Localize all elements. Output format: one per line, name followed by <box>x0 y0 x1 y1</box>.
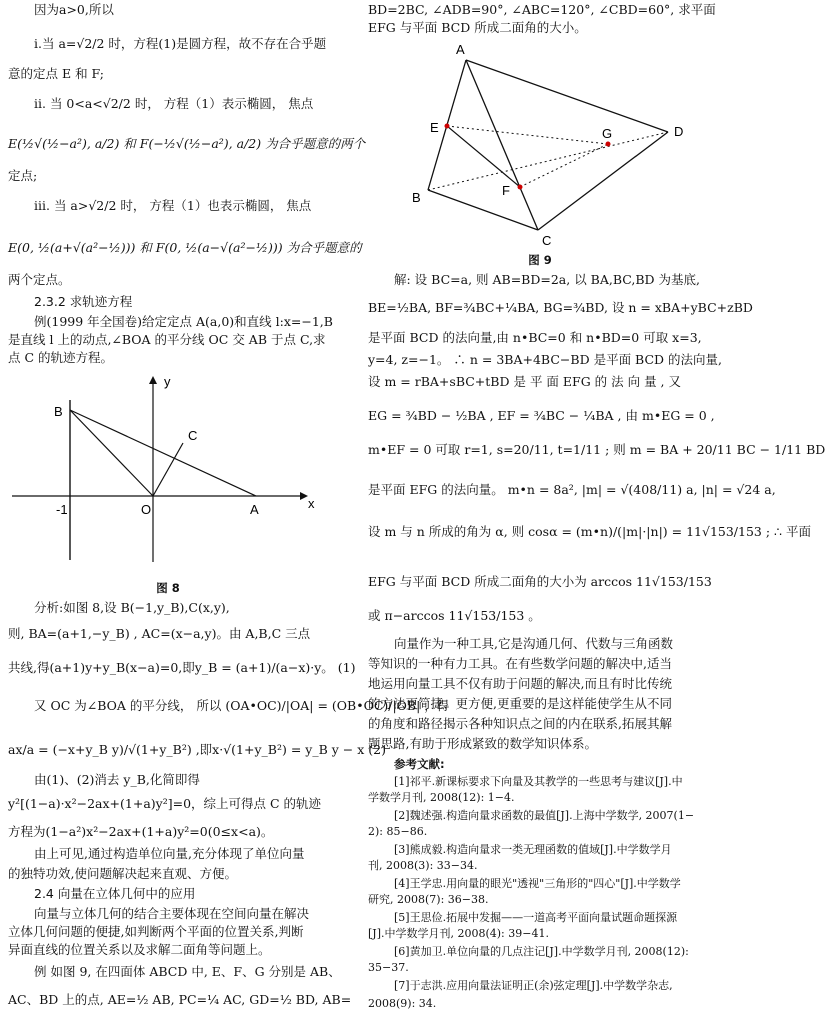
text-line: 异面直线的位置关系以及求解二面角等问题上。 <box>8 942 271 957</box>
text-line: 的独特功效,使问题解决起来直观、方便。 <box>8 866 237 881</box>
point-G <box>606 142 611 147</box>
figure-9-caption: 图 9 <box>528 253 552 267</box>
text-line: 的方法更简捷、更方便,更重要的是这样能使学生从不同 <box>368 696 672 711</box>
reference-item: [2]魏述强.构造向量求函数的最值[J].上海中学数学, 2007(1− <box>394 809 695 822</box>
reference-item: [4]王学忠.用向量的眼光"透视"三角形的"四心"[J].中学数学 <box>394 877 681 890</box>
text-line: 由上可见,通过构造单位向量,充分体现了单位向量 <box>34 846 305 861</box>
segment-BA <box>70 410 256 496</box>
text-line: 由(1)、(2)消去 y_B,化简即得 <box>34 772 200 787</box>
text-line: 点 C 的轨迹方程。 <box>8 350 114 365</box>
text-line: 意的定点 E 和 F; <box>8 66 104 81</box>
text-line: 题思路,有助于形成紧致的数学知识体系。 <box>368 736 597 751</box>
text-line: 的角度和路径揭示各种知识点之间的内在联系,拓展其解 <box>368 716 672 731</box>
text-line: 设 m = rBA+sBC+tBD 是 平 面 EFG 的 法 向 量 , 又 <box>368 374 682 389</box>
text-line: 等知识的一种有力工具。在有些数学问题的解决中,适当 <box>368 656 672 671</box>
text-line: 是平面 EFG 的法向量。 m•n = 8a², |m| = √(408/11) a, |n| = √24 a, <box>368 482 776 497</box>
label-E: E <box>430 120 439 135</box>
reference-item: [1]祁平.新课标要求下向量及其教学的一些思考与建议[J].中 <box>394 775 683 788</box>
text-line: E(½√(½−a²), a/2) 和 F(−½√(½−a²), a/2) 为合乎题意的两个 <box>8 136 366 151</box>
segment-EF <box>447 126 520 187</box>
text-line: EG = ¾BD − ½BA , EF = ¾BC − ¼BA , 由 m•EG = 0 , <box>368 408 715 423</box>
text-line: 向量与立体几何的结合主要体现在空间向量在解决 <box>34 906 310 921</box>
segment-FG <box>520 144 608 187</box>
x-axis-arrow-icon <box>300 492 308 500</box>
point-E <box>445 124 450 129</box>
label-minus1: -1 <box>56 502 68 517</box>
label-A: A <box>250 502 259 517</box>
label-C: C <box>542 233 552 248</box>
text-line: EFG 与平面 BCD 所成二面角的大小。 <box>368 20 587 35</box>
text-line: 是平面 BCD 的法向量,由 n•BC=0 和 n•BD=0 可取 x=3, <box>368 330 702 345</box>
label-F: F <box>502 183 510 198</box>
point-F <box>518 185 523 190</box>
segment-BO <box>70 410 153 496</box>
text-line: EFG 与平面 BCD 所成二面角的大小为 arccos 11√153/153 <box>368 574 712 589</box>
text-line: 分析:如图 8,设 B(−1,y_B),C(x,y), <box>34 600 230 615</box>
text-line: y=4, z=−1。 ∴ n = 3BA+4BC−BD 是平面 BCD 的法向量, <box>368 352 722 367</box>
text-line: 两个定点。 <box>8 272 71 287</box>
text-line: BE=½BA, BF=¾BC+¼BA, BG=¾BD, 设 n = xBA+yBC+zBD <box>368 300 753 315</box>
text-line: BD=2BC, ∠ADB=90°, ∠ABC=120°, ∠CBD=60°, 求平面 <box>368 2 716 17</box>
text-line: 地运用向量工具不仅有助于问题的解决,而且有时比传统 <box>368 676 672 691</box>
text-line: 解: 设 BC=a, 则 AB=BD=2a, 以 BA,BC,BD 为基底, <box>394 272 701 287</box>
reference-item: [7]于志洪.应用向量法证明正(余)弦定理[J].中学数学杂志, <box>394 979 673 992</box>
references-title: 参考文献: <box>394 757 445 771</box>
reference-item: [3]熊成毅.构造向量求一类无理函数的值域[J].中学数学月 <box>394 843 672 856</box>
text-line: 立体几何问题的便捷,如判断两个平面的位置关系,判断 <box>8 924 304 939</box>
label-D: D <box>674 124 684 139</box>
text-line: 设 m 与 n 所成的角为 α, 则 cosα = (m•n)/(|m|·|n|) = 11√153/153 ; ∴ 平面 <box>368 524 811 539</box>
figure-8 <box>8 370 328 570</box>
section-heading: 2.3.2 求轨迹方程 <box>34 294 133 309</box>
reference-item: 2008(9): 34. <box>368 997 437 1010</box>
figure-8-caption: 图 8 <box>156 581 180 595</box>
text-line: m•EF = 0 可取 r=1, s=20/11, t=1/11 ; 则 m = BA + 20/11 BC − 1/11 BD <box>368 442 825 457</box>
label-C: C <box>188 428 198 443</box>
edge-AD <box>466 60 668 132</box>
text-line: 因为a>0,所以 <box>34 2 114 17</box>
text-line: AC、BD 上的点, AE=½ AB, PC=¼ AC, GD=½ BD, AB= <box>8 992 352 1007</box>
reference-item: 研究, 2008(7): 36−38. <box>368 893 489 906</box>
label-x: x <box>308 496 315 511</box>
text-line: 则, BA=(a+1,−y_B) , AC=(x−a,y)。由 A,B,C 三点 <box>8 626 311 641</box>
reference-item: [5]王思俭.拓展中发掘——一道高考平面向量试题命题探源 <box>394 911 678 924</box>
label-B: B <box>412 190 421 205</box>
figure-9 <box>388 40 708 250</box>
edge-AC <box>466 60 538 230</box>
text-line: y²[(1−a)·x²−2ax+(1+a)y²]=0，综上可得点 C 的轨迹 <box>8 796 322 811</box>
text-line: 例 如图 9, 在四面体 ABCD 中, E、F、G 分别是 AB、 <box>34 964 341 979</box>
text-line: ax/a = (−x+y_B y)/√(1+y_B²) ,即x·√(1+y_B²) = y_B y − x (2) <box>8 742 386 757</box>
text-line: ii. 当 0<a<√2/2 时， 方程（1）表示椭圆， 焦点 <box>34 96 314 111</box>
text-line: E(0, ½(a+√(a²−½))) 和 F(0, ½(a−√(a²−½))) 为合乎题意的 <box>8 240 362 255</box>
edge-CD <box>538 132 668 230</box>
text-line: 或 π−arccos 11√153/153 。 <box>368 608 541 623</box>
reference-item: 2): 85−86. <box>368 825 428 838</box>
text-line: 向量作为一种工具,它是沟通几何、代数与三角函数 <box>394 636 673 651</box>
text-line: i.当 a=√2/2 时，方程(1)是圆方程，故不存在合乎题 <box>34 36 327 51</box>
label-G: G <box>602 126 613 141</box>
section-heading: 2.4 向量在立体几何中的应用 <box>34 886 196 901</box>
text-line: iii. 当 a>√2/2 时， 方程（1）也表示椭圆， 焦点 <box>34 198 312 213</box>
segment-EG <box>447 126 608 144</box>
y-axis-arrow-icon <box>149 376 157 384</box>
reference-item: 35−37. <box>368 961 409 974</box>
label-y: y <box>164 374 171 389</box>
label-A: A <box>456 42 465 57</box>
text-line: 例(1999 年全国卷)给定定点 A(a,0)和直线 l:x=−1,B <box>34 314 333 329</box>
reference-item: 刊, 2008(3): 33−34. <box>368 859 478 872</box>
reference-item: [J].中学数学月刊, 2008(4): 39−41. <box>368 927 549 940</box>
reference-item: 学数学月刊, 2008(12): 1−4. <box>368 791 515 804</box>
text-line: 定点; <box>8 168 38 183</box>
text-line: 是直线 l 上的动点,∠BOA 的平分线 OC 交 AB 于点 C,求 <box>8 332 326 347</box>
text-line: 又 OC 为∠BOA 的平分线， 所以 (OA•OC)/|OA| = (OB•OC)/|OB| ，得 <box>34 698 450 713</box>
label-B: B <box>54 404 63 419</box>
reference-item: [6]黄加卫.单位向量的几点注记[J].中学数学月刊, 2008(12): <box>394 945 689 958</box>
edge-BC <box>428 190 538 230</box>
label-O: O <box>141 502 152 517</box>
text-line: 共线,得(a+1)y+y_B(x−a)=0,即y_B = (a+1)/(a−x)·y。 (1) <box>8 660 356 675</box>
text-line: 方程为(1−a²)x²−2ax+(1+a)y²=0(0≤x<a)。 <box>8 824 274 839</box>
